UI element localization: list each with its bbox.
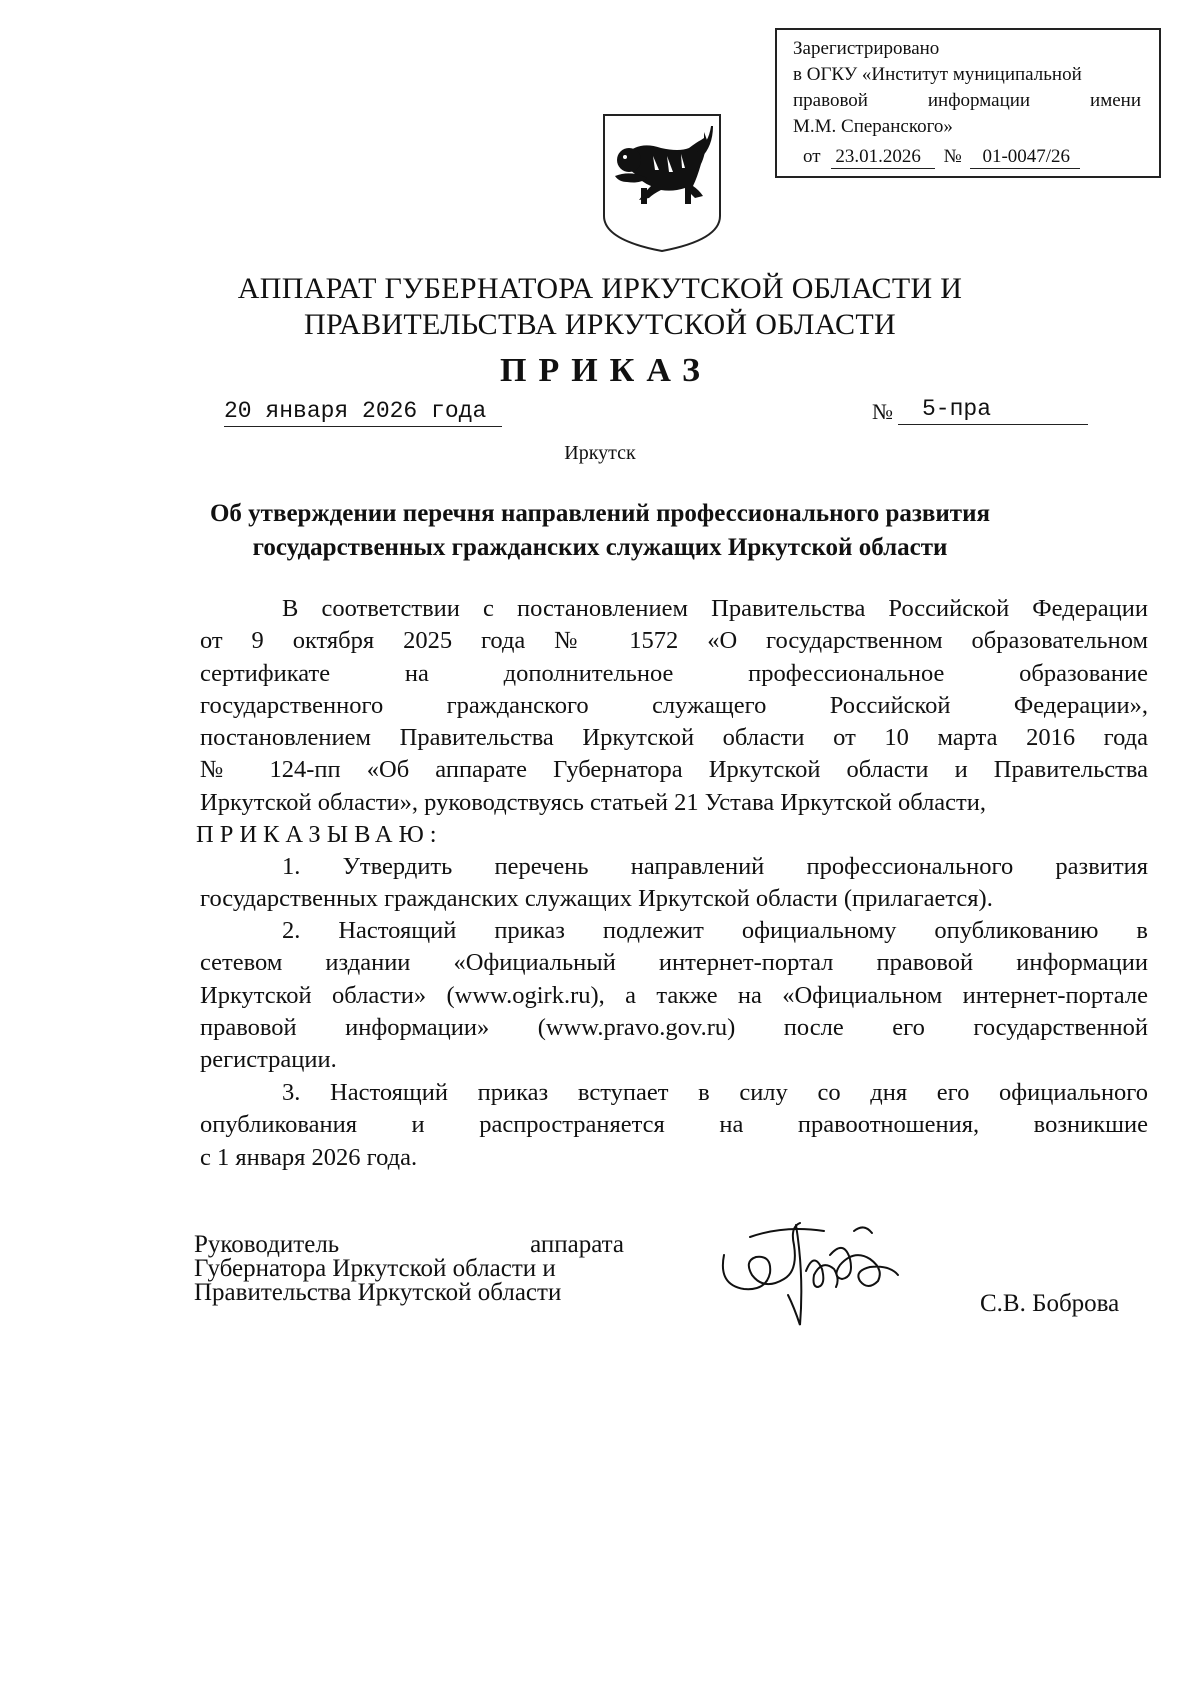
registration-stamp	[775, 28, 1161, 178]
stamp-date: 23.01.2026	[831, 146, 935, 169]
preamble-paragraph	[196, 593, 1148, 851]
org-name-line1: АППАРАТ ГУБЕРНАТОРА ИРКУТСКОЙ ОБЛАСТИ И	[237, 272, 963, 305]
text-line: регистрации.	[200, 1046, 337, 1074]
position-line: Губернатора Иркутской области и	[194, 1255, 556, 1282]
stamp-line: М.М. Сперанского»	[793, 116, 953, 137]
stamp-number-sign: №	[943, 146, 962, 167]
text-line: государственных гражданских служащих Иркутской области (прилагается).	[200, 885, 993, 913]
text-line: 2. Настоящий приказ подлежит официальному опубликованию в	[282, 917, 1148, 944]
text-line: от 9 октября 2025 года № 1572 «О государственном образовательном	[200, 627, 1148, 655]
stamp-word: имени	[1090, 90, 1141, 111]
text-line: правовой информации» (www.pravo.gov.ru) после его государственной	[200, 1013, 1148, 1041]
text-line: № 124-пп «Об аппарате Губернатора Иркутской области и Правительства	[200, 756, 1148, 784]
text-line: государственного гражданского служащего Российской Федерации»,	[200, 691, 1148, 719]
org-name-line2: ПРАВИТЕЛЬСТВА ИРКУТСКОЙ ОБЛАСТИ	[304, 308, 896, 341]
stamp-number: 01-0047/26	[970, 146, 1080, 169]
order-item-1	[200, 851, 1148, 916]
stamp-word: правовой	[793, 90, 868, 111]
text-line: опубликования и распространяется на правоотношения, возникшие	[200, 1111, 1148, 1139]
text-line: постановлением Правительства Иркутской области от 10 марта 2016 года	[200, 724, 1148, 752]
document-subject-line1: Об утверждении перечня направлений профессионального развития	[209, 500, 991, 527]
text-line: Иркутской области» (www.ogirk.ru), а также на «Официальном интернет-портале	[200, 981, 1148, 1009]
position-word: аппарата	[530, 1231, 624, 1258]
text-line: В соответствии с постановлением Правительства Российской Федерации	[282, 595, 1148, 622]
handwritten-signature	[714, 1215, 924, 1333]
position-line: Правительства Иркутской области	[194, 1279, 562, 1306]
document-subject-line2: государственных гражданских служащих Иркутской области	[252, 534, 948, 561]
text-line: с 1 января 2026 года.	[200, 1143, 418, 1171]
position-line	[194, 1233, 624, 1257]
stamp-word: информации	[927, 90, 1031, 111]
stamp-date-line	[803, 146, 1080, 169]
text-line: Иркутской области», руководствуясь статьей 21 Устава Иркутской области,	[200, 788, 986, 816]
document-type-title: ПРИКАЗ	[500, 352, 712, 389]
text-line: сетевом издании «Официальный интернет-портал правовой информации	[200, 949, 1148, 977]
text-line: сертификате на дополнительное профессиональное образование	[200, 659, 1148, 687]
signatory-name: С.В. Боброва	[980, 1290, 1120, 1317]
position-word: Руководитель	[194, 1231, 340, 1258]
document-number-sign: №	[872, 399, 893, 424]
document-number: 5-пра	[898, 394, 1088, 425]
stamp-date-prefix: от	[803, 146, 821, 167]
signatory-position	[194, 1233, 624, 1305]
order-item-3	[200, 1077, 1148, 1174]
document-date: 20 января 2026 года	[224, 396, 502, 427]
document-city: Иркутск	[564, 442, 636, 464]
coat-of-arms-emblem	[601, 112, 723, 254]
stamp-line	[793, 90, 1141, 112]
stamp-line: в ОГКУ «Институт муниципальной	[793, 64, 1082, 85]
text-line: 1. Утвердить перечень направлений профессионального развития	[282, 853, 1148, 880]
order-item-2	[200, 915, 1148, 1076]
text-line: 3. Настоящий приказ вступает в силу со дня его официального	[282, 1079, 1148, 1106]
stamp-line: Зарегистрировано	[793, 38, 940, 59]
order-directive: ПРИКАЗЫВАЮ:	[196, 821, 443, 849]
